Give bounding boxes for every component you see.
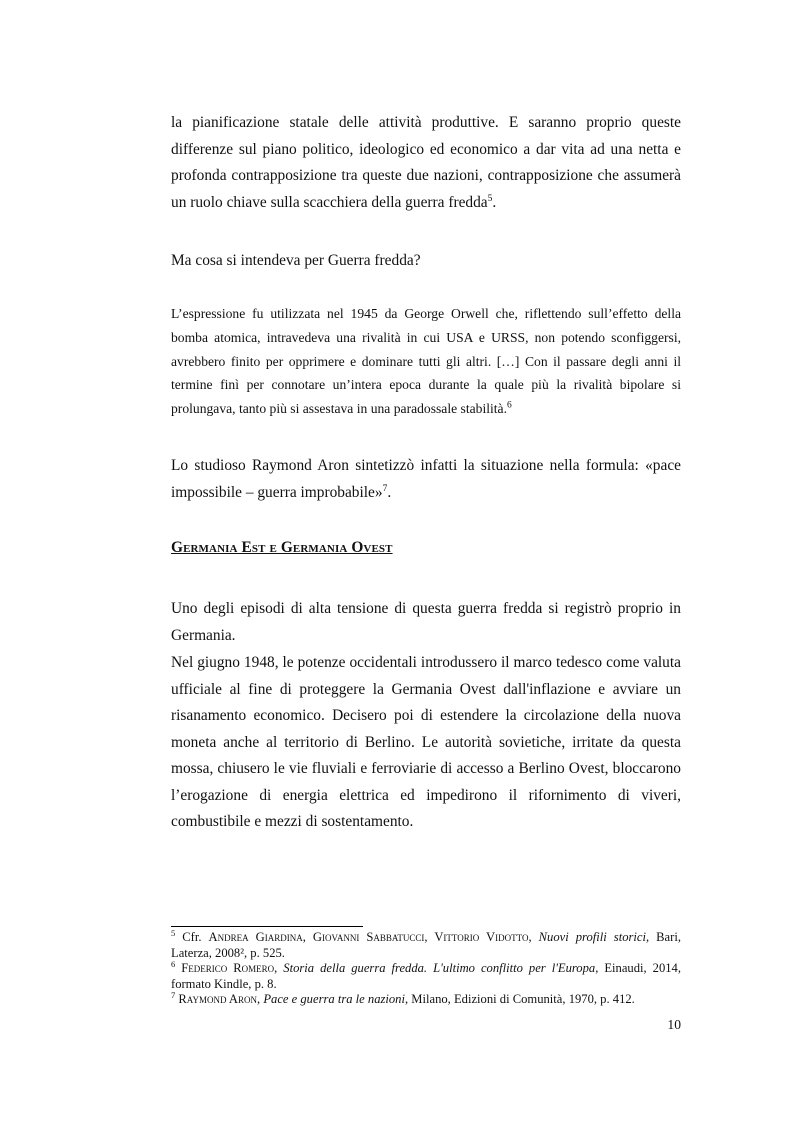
footnote-number: 6 bbox=[171, 959, 176, 969]
section-heading: Germania Est e Germania Ovest bbox=[171, 539, 393, 556]
footnote-separator: , bbox=[528, 930, 539, 944]
footnote-divider bbox=[171, 926, 363, 927]
footnote-ref-7[interactable]: 7 bbox=[382, 483, 388, 494]
footnote-details: , Bari, Laterza, 2008², p. 525. bbox=[171, 930, 681, 960]
footnote-7 bbox=[171, 992, 681, 1008]
footnote-number: 7 bbox=[171, 990, 176, 1001]
footnote-authors: Andrea Giardina, Giovanni Sabbatucci, Vittorio Vidotto bbox=[208, 930, 529, 944]
footnote-number: 5 bbox=[171, 927, 176, 938]
footnote-ref-5[interactable]: 5 bbox=[487, 193, 493, 204]
page-number: 10 bbox=[667, 1017, 681, 1032]
footnote-ref-6[interactable]: 6 bbox=[506, 400, 512, 411]
footnote-6 bbox=[171, 961, 681, 992]
paragraph-1-text: la pianificazione statale delle attività produttive. E saranno proprio queste differenze sul piano politico, ideologico ed economico a dar vita ad una netta e profonda contrapposizione tra queste due nazioni, contrapposizione che assumerà un ruolo chiave sulla scacchiera della guerra fredda bbox=[171, 114, 681, 211]
paragraph-4-text: Uno degli episodi di alta tensione di questa guerra fredda si registrò proprio in Germania. bbox=[171, 600, 681, 644]
footnote-details: , Milano, Edizioni di Comunità, 1970, p. 412. bbox=[404, 992, 635, 1007]
paragraph-1 bbox=[171, 110, 681, 216]
paragraph-3 bbox=[171, 453, 681, 506]
footnote-authors: Raymond Aron bbox=[178, 992, 258, 1007]
block-quote bbox=[171, 302, 681, 421]
paragraph-5-text: Nel giugno 1948, le potenze occidentali introdussero il marco tedesco come valuta ufficiale al fine di proteggere la Germania Ovest dall'inflazione e avviare un risanamento economico. Decisero poi di estendere la circolazione della nuova moneta anche al territorio di Berlino. Le autorità sovietiche, irritate da questa mossa, chiusero le vie fluviali e ferroviarie di accesso a Berlino Ovest, bloccarono l’erogazione di energia elettrica ed impedirono il rifornimento di viveri, combustibile e mezzi di sostentamento. bbox=[171, 654, 681, 830]
footnote-5 bbox=[171, 927, 681, 961]
footnotes bbox=[171, 927, 681, 1008]
paragraph-5 bbox=[171, 650, 681, 836]
footnote-prefix: Cfr. bbox=[182, 930, 209, 944]
paragraph-4 bbox=[171, 596, 681, 649]
footnote-title: Storia della guerra fredda. L'ultimo conflitto per l'Europa bbox=[283, 961, 596, 976]
footnote-separator: , bbox=[274, 961, 284, 976]
paragraph-2-text: Ma cosa si intendeva per Guerra fredda? bbox=[171, 252, 421, 269]
footnote-details: , Einaudi, 2014, formato Kindle, p. 8. bbox=[171, 961, 681, 991]
paragraph-1-end: . bbox=[492, 193, 497, 211]
footnote-title: Nuovi profili storici bbox=[538, 930, 646, 944]
block-quote-text: L’espressione fu utilizzata nel 1945 da George Orwell che, riflettendo sull’effetto della bomba atomica, intravedeva una rivalità in cui USA e URSS, non potendo sconfiggersi, avrebbero finito per opprimere e dominare tutti gli altri. […] Con il passare degli anni il termine finì per connotare un’intera epoca durante la quale più la rivalità bipolare si prolungava, tanto più si assestava in una paradossale stabilità. bbox=[171, 306, 681, 417]
paragraph-3-text: Lo studioso Raymond Aron sintetizzò infatti la situazione nella formula: «pace impossibile – guerra improbabile» bbox=[171, 457, 681, 501]
paragraph-2 bbox=[171, 248, 681, 275]
footnote-title: Pace e guerra tra le nazioni bbox=[263, 992, 405, 1007]
footnote-separator: , bbox=[257, 992, 264, 1007]
footnote-authors: Federico Romero bbox=[181, 961, 275, 976]
paragraph-3-end: . bbox=[387, 483, 392, 501]
